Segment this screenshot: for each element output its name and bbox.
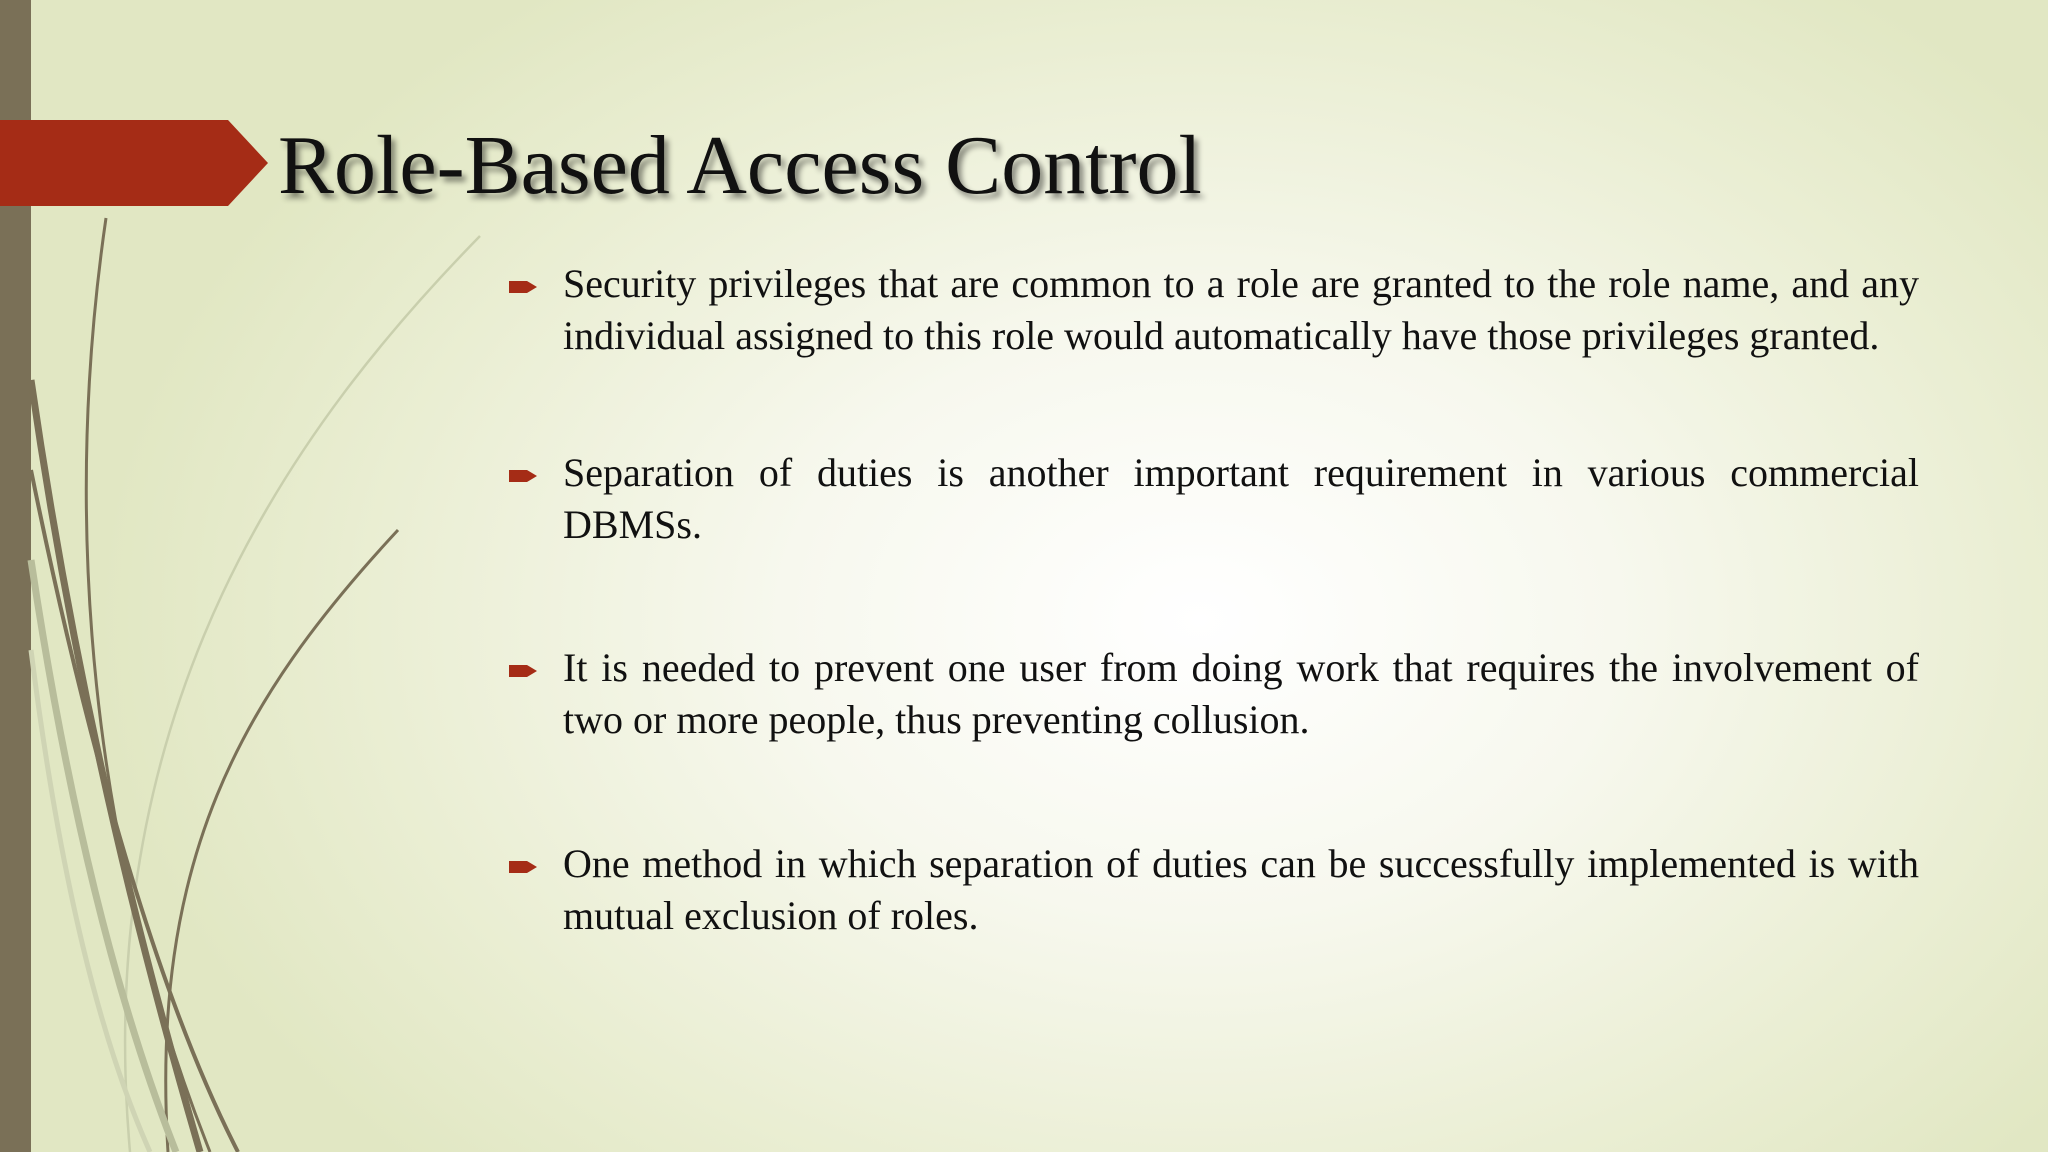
right-arrow-bullet-icon — [507, 859, 539, 875]
slide-title: Role-Based Access Control — [278, 119, 1202, 212]
swoosh-line — [31, 650, 150, 1152]
right-arrow-bullet-icon — [507, 663, 539, 679]
right-arrow-bullet-icon — [507, 468, 539, 484]
left-sidebar-bar — [0, 0, 31, 1152]
bullet-item — [563, 642, 1919, 745]
swoosh-line — [31, 380, 200, 1152]
swoosh-line — [125, 236, 480, 1152]
swoosh-line — [166, 530, 398, 1152]
bullet-text: Security privileges that are common to a role are granted to the role name, and any individual assigned to this role would automatically have those privileges granted. — [563, 261, 1919, 358]
swoosh-line — [86, 218, 210, 1152]
swoosh-line — [31, 470, 238, 1152]
bullet-item — [563, 447, 1919, 550]
bullet-item — [563, 838, 1919, 941]
right-arrow-bullet-icon — [507, 279, 539, 295]
bullet-text: It is needed to prevent one user from doing work that requires the involvement of two or more people, thus preventing collusion. — [563, 645, 1919, 742]
swoosh-line — [31, 560, 176, 1152]
bullet-text: Separation of duties is another important requirement in various commercial DBMSs. — [563, 450, 1919, 547]
bullet-text: One method in which separation of duties can be successfully implemented is with mutual exclusion of roles. — [563, 841, 1919, 938]
bullet-item — [563, 258, 1919, 361]
bullet-list — [563, 258, 1919, 941]
